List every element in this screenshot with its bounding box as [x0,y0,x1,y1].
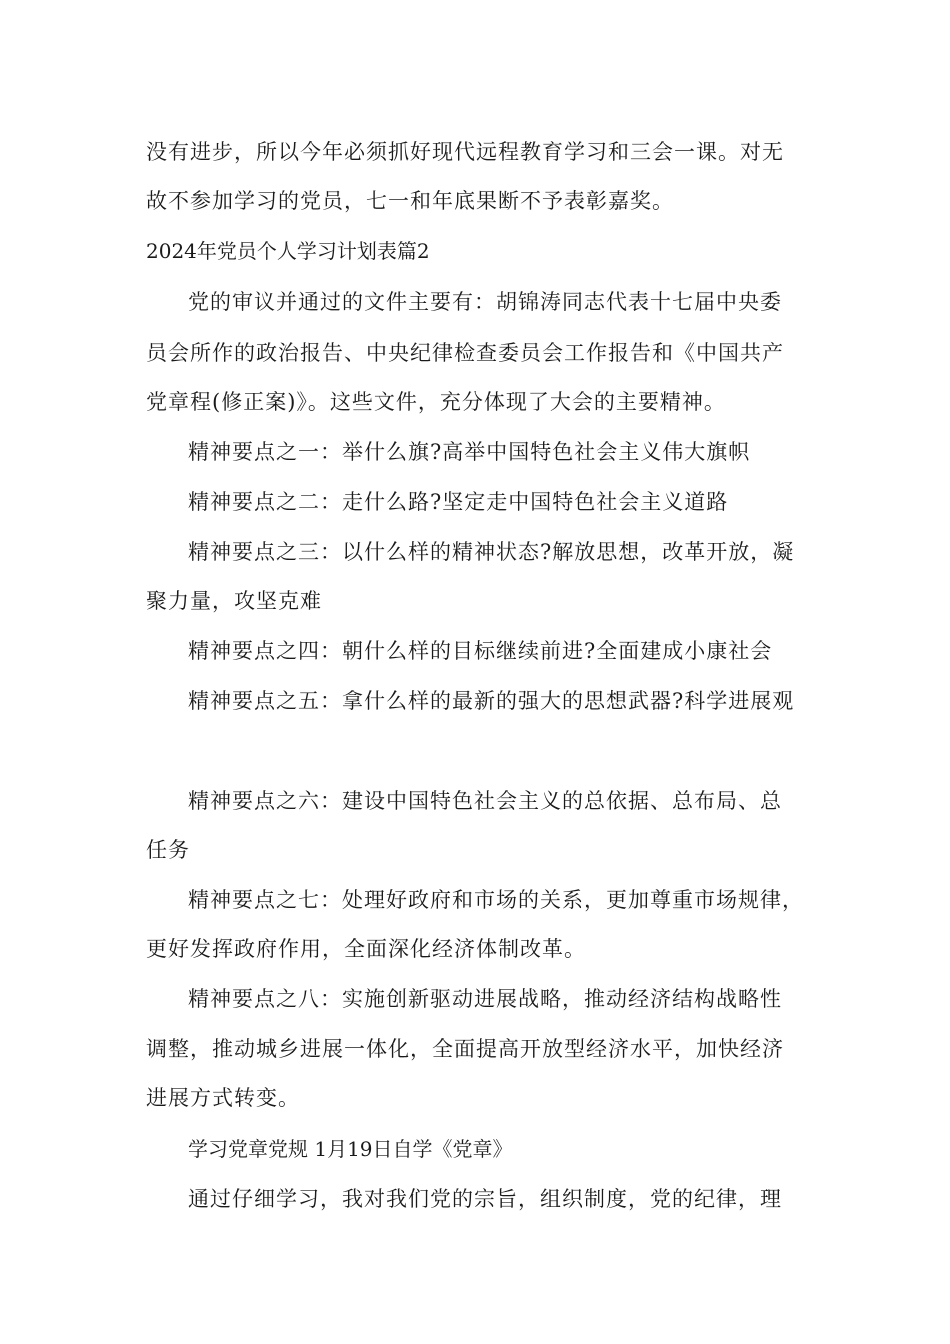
point-line: 精神要点之六：建设中国特色社会主义的总依据、总布局、总 [188,789,782,813]
point-line: 进展方式转变。 [146,1086,300,1110]
text-line: 员会所作的政治报告、中央纪律检查委员会工作报告和《中国共产 [146,341,784,365]
text-line: 没有进步，所以今年必须抓好现代远程教育学习和三会一课。对无 [146,140,784,164]
point-line: 任务 [146,838,190,862]
point-line: 精神要点之三：以什么样的精神状态?解放思想，改革开放，凝 [188,540,795,564]
point-line: 调整，推动城乡进展一体化，全面提高开放型经济水平，加快经济 [146,1037,784,1061]
point-line: 精神要点之四：朝什么样的目标继续前进?全面建成小康社会 [188,639,773,663]
point-line: 精神要点之八：实施创新驱动进展战略，推动经济结构战略性 [188,987,782,1011]
study-heading: 学习党章党规 1月19日自学《党章》 [188,1137,513,1161]
point-line: 精神要点之一：举什么旗?高举中国特色社会主义伟大旗帜 [188,440,751,464]
text-line: 故不参加学习的党员，七一和年底果断不予表彰嘉奖。 [146,189,674,213]
point-line: 精神要点之二：走什么路?坚定走中国特色社会主义道路 [188,490,729,514]
point-line: 精神要点之五：拿什么样的最新的强大的思想武器?科学进展观 [188,689,795,713]
point-line: 更好发挥政府作用，全面深化经济体制改革。 [146,937,586,961]
point-line: 精神要点之七：处理好政府和市场的关系，更加尊重市场规律， [188,888,804,912]
section-title: 2024年党员个人学习计划表篇2 [146,239,430,263]
text-line: 通过仔细学习，我对我们党的宗旨，组织制度，党的纪律，理 [188,1187,782,1211]
text-line: 党的审议并通过的文件主要有：胡锦涛同志代表十七届中央委 [188,290,782,314]
text-line: 党章程(修正案)》。这些文件，充分体现了大会的主要精神。 [146,390,726,414]
point-line: 聚力量，攻坚克难 [146,589,322,613]
